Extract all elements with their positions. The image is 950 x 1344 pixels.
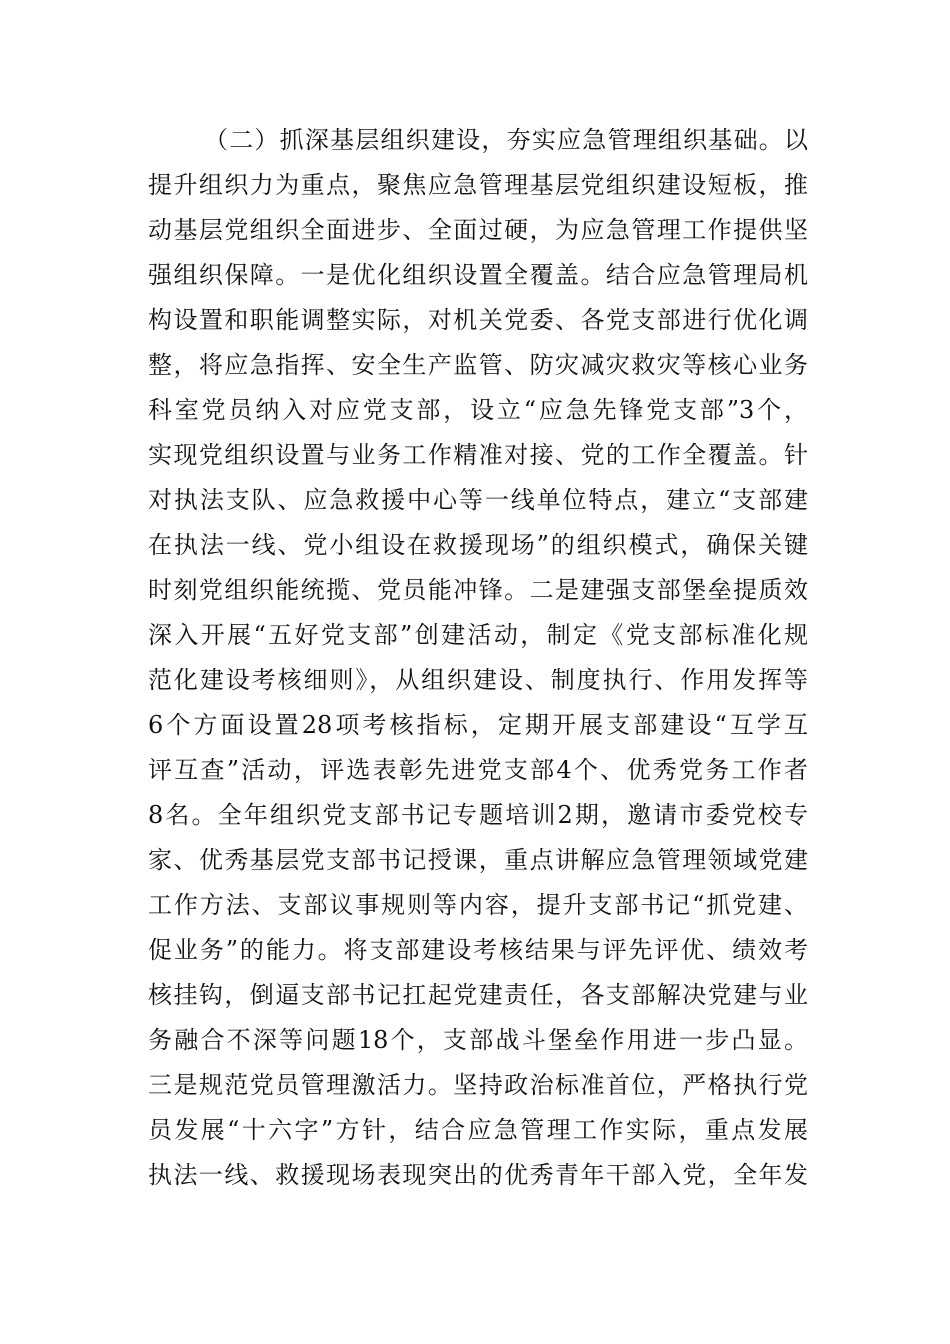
paragraph-line: 提升组织力为重点，聚焦应急管理基层党组织建设短板，推 (148, 171, 808, 199)
paragraph-line: 家、优秀基层党支部书记授课，重点讲解应急管理领域党建 (148, 846, 808, 874)
paragraph-line: 8名。全年组织党支部书记专题培训2期，邀请市委党校专 (148, 801, 808, 829)
paragraph-line: 三是规范党员管理激活力。坚持政治标准首位，严格执行党 (148, 1071, 808, 1099)
paragraph-line: 评互查”活动，评选表彰先进党支部4个、优秀党务工作者 (148, 756, 808, 784)
paragraph-line: 对执法支队、应急救援中心等一线单位特点，建立“支部建 (148, 486, 808, 514)
paragraph-line: 工作方法、支部议事规则等内容，提升支部书记“抓党建、 (148, 891, 808, 919)
paragraph-line: 核挂钩，倒逼支部书记扛起党建责任，各支部解决党建与业 (148, 981, 808, 1009)
paragraph-line: 6个方面设置28项考核指标，定期开展支部建设“互学互 (148, 711, 808, 739)
paragraph-line: 执法一线、救援现场表现突出的优秀青年干部入党，全年发 (148, 1161, 808, 1189)
paragraph-line: （二）抓深基层组织建设，夯实应急管理组织基础。以 (204, 126, 808, 154)
paragraph-line: 实现党组织设置与业务工作精准对接、党的工作全覆盖。针 (148, 441, 808, 469)
paragraph-line: 整，将应急指挥、安全生产监管、防灾减灾救灾等核心业务 (148, 351, 808, 379)
paragraph-line: 时刻党组织能统揽、党员能冲锋。二是建强支部堡垒提质效 (148, 576, 808, 604)
paragraph-line: 强组织保障。一是优化组织设置全覆盖。结合应急管理局机 (148, 261, 808, 289)
paragraph-line: 务融合不深等问题18个，支部战斗堡垒作用进一步凸显。 (148, 1026, 808, 1054)
paragraph-line: 构设置和职能调整实际，对机关党委、各党支部进行优化调 (148, 306, 808, 334)
paragraph-line: 员发展“十六字”方针，结合应急管理工作实际，重点发展 (148, 1116, 808, 1144)
body-paragraph (148, 118, 808, 1198)
paragraph-line: 动基层党组织全面进步、全面过硬，为应急管理工作提供坚 (148, 216, 808, 244)
paragraph-line: 在执法一线、党小组设在救援现场”的组织模式，确保关键 (148, 531, 808, 559)
paragraph-line: 科室党员纳入对应党支部，设立“应急先锋党支部”3个， (148, 396, 808, 424)
paragraph-line: 范化建设考核细则》，从组织建设、制度执行、作用发挥等 (148, 666, 808, 694)
paragraph-line: 促业务”的能力。将支部建设考核结果与评先评优、绩效考 (148, 936, 808, 964)
paragraph-line: 深入开展“五好党支部”创建活动，制定《党支部标准化规 (148, 621, 808, 649)
